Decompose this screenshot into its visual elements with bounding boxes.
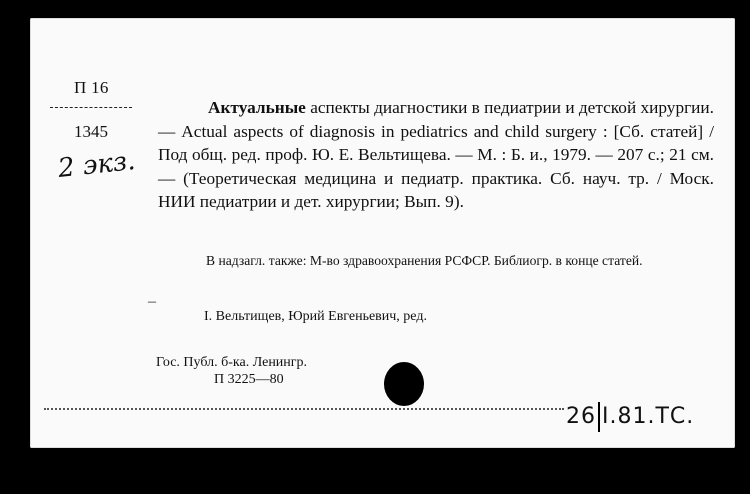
call-number: П 16 bbox=[74, 78, 109, 97]
notes-paragraph bbox=[158, 251, 714, 270]
bibliographic-description bbox=[158, 96, 714, 214]
scan-left-margin bbox=[0, 0, 30, 494]
handwritten-date-note bbox=[566, 402, 694, 432]
call-subnumber: 1345 bbox=[74, 122, 108, 141]
title-lead-word: Актуальные bbox=[208, 98, 306, 117]
description-body: аспекты диагностики в педиатрии и детской хирургии. — Actual aspects of diagnosis in pediatrics and child surgery : [Сб. статей] / Под общ. ред. проф. Ю. Е. Вельтищева. — М. : Б. и., 1979. — 207 с.; 21 см. — (Теоретическая медицина и педиатр. практика. Сб. науч. тр. / Моск. НИИ педиатрии и дет. хирургии; Вып. 9). bbox=[158, 98, 714, 211]
editor-tracing: I. Вельтищев, Юрий Евгеньевич, ред. bbox=[204, 309, 427, 324]
bottom-dotted-line bbox=[44, 408, 564, 410]
handwritten-date-right: I.81.ТС. bbox=[602, 404, 695, 429]
handwritten-copies-note: 2 экз. bbox=[56, 146, 137, 184]
scan-bottom-band bbox=[0, 448, 750, 494]
library-accession: П 3225—80 bbox=[214, 372, 284, 387]
punch-hole bbox=[384, 362, 424, 406]
library-imprint bbox=[156, 354, 307, 388]
stray-mark: – bbox=[148, 293, 156, 310]
catalog-card bbox=[30, 18, 735, 448]
note-text: В надзагл. также: М-во здравоохранения РСФСР. Библиогр. в конце статей. bbox=[206, 253, 643, 268]
call-number-divider bbox=[50, 107, 132, 108]
handwritten-date-left: 26 bbox=[566, 404, 596, 429]
library-name: Гос. Публ. б-ка. Ленингр. bbox=[156, 355, 308, 370]
handwritten-divider bbox=[598, 402, 600, 432]
